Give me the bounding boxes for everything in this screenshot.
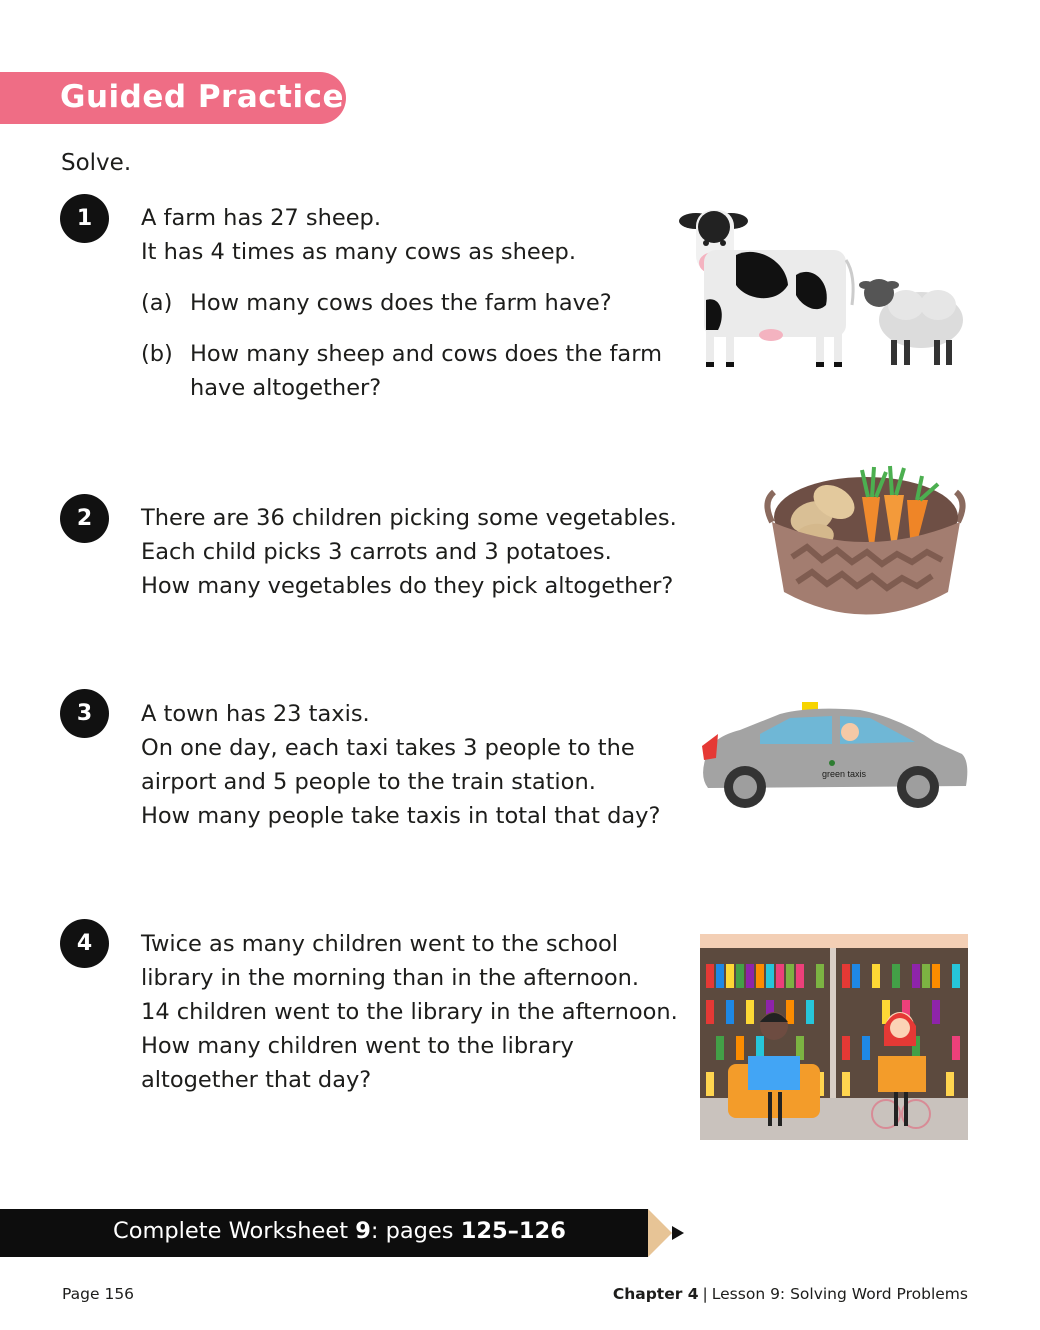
cow-and-sheep-icon bbox=[676, 205, 968, 370]
worksheet-pages: 125–126 bbox=[460, 1218, 566, 1244]
taxi-logo-text: green taxis bbox=[822, 769, 867, 779]
worksheet-middle: : pages bbox=[370, 1218, 461, 1244]
question-2 bbox=[141, 501, 677, 603]
lesson-title: Lesson 9: Solving Word Problems bbox=[711, 1285, 968, 1303]
question-text-line: airport and 5 people to the train station. bbox=[141, 769, 596, 795]
question-number-4: 4 bbox=[60, 919, 109, 968]
sub-question-b bbox=[141, 337, 662, 405]
question-text-line: There are 36 children picking some vegetables. bbox=[141, 505, 677, 531]
question-text-line: library in the morning than in the afternoon. bbox=[141, 965, 640, 991]
question-text-line: How many people take taxis in total that day? bbox=[141, 803, 661, 829]
question-text-line: Twice as many children went to the school bbox=[141, 931, 618, 957]
question-text-line: On one day, each taxi takes 3 people to the bbox=[141, 735, 635, 761]
taxi-icon bbox=[700, 700, 970, 812]
worksheet-number: 9 bbox=[355, 1218, 371, 1244]
question-text-line: How many vegetables do they pick altogether? bbox=[141, 573, 674, 599]
library-children-icon bbox=[700, 934, 968, 1140]
sub-question-label: (a) bbox=[141, 290, 173, 316]
question-number-2: 2 bbox=[60, 494, 109, 543]
question-text-line: altogether that day? bbox=[141, 1067, 372, 1093]
leaf-icon bbox=[829, 760, 835, 766]
section-title: Guided Practice bbox=[60, 79, 344, 115]
question-text-line: Each child picks 3 carrots and 3 potatoes. bbox=[141, 539, 612, 565]
chapter-separator: | bbox=[702, 1285, 708, 1303]
sub-question-a bbox=[141, 286, 662, 320]
section-banner bbox=[0, 72, 346, 124]
sub-question-text: How many sheep and cows does the farm bbox=[190, 341, 662, 367]
sub-question-text: have altogether? bbox=[190, 375, 382, 401]
question-4 bbox=[141, 927, 678, 1097]
question-text-line: 14 children went to the library in the afternoon. bbox=[141, 999, 678, 1025]
question-text-line: A farm has 27 sheep. bbox=[141, 205, 381, 231]
question-text-line: It has 4 times as many cows as sheep. bbox=[141, 239, 576, 265]
question-number-3: 3 bbox=[60, 689, 109, 738]
arrow-tab-icon bbox=[648, 1209, 688, 1257]
page-number: Page 156 bbox=[62, 1285, 135, 1303]
question-number-1: 1 bbox=[60, 194, 109, 243]
question-text-line: How many children went to the library bbox=[141, 1033, 574, 1059]
worksheet-reference bbox=[113, 1218, 566, 1244]
question-text-line: A town has 23 taxis. bbox=[141, 701, 370, 727]
sub-question-text: How many cows does the farm have? bbox=[190, 290, 612, 316]
worksheet-prefix: Complete Worksheet bbox=[113, 1218, 356, 1244]
question-1 bbox=[141, 201, 662, 405]
chapter-info bbox=[613, 1285, 968, 1303]
vegetable-basket-icon bbox=[762, 462, 970, 626]
sub-question-label: (b) bbox=[141, 341, 173, 367]
chapter-name: Chapter 4 bbox=[612, 1285, 699, 1303]
instruction-text: Solve. bbox=[61, 150, 132, 176]
question-3 bbox=[141, 697, 660, 833]
worksheet-banner bbox=[0, 1209, 648, 1257]
